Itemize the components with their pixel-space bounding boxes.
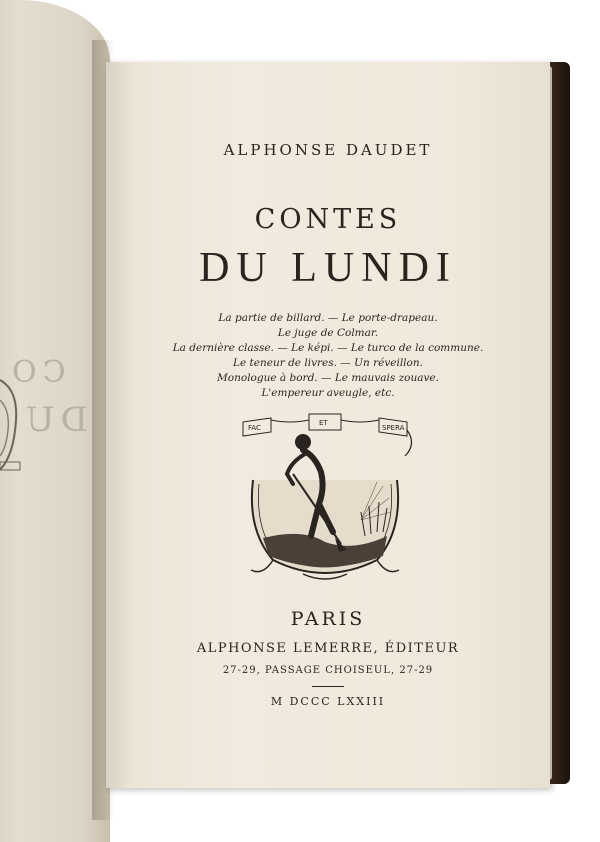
author-name: ALPHONSE DAUDET <box>223 141 433 159</box>
printer-vignette <box>233 410 417 584</box>
motto-left: FAC <box>248 424 261 432</box>
show-through-text-2: DU <box>20 400 88 440</box>
show-through-emblem <box>0 370 30 490</box>
imprint-year: M DCCC LXXIII <box>270 695 386 708</box>
contents-line: L'empereur aveugle, etc. <box>261 387 395 399</box>
contents-line: Le teneur de livres. — Un réveillon. <box>233 357 423 369</box>
title-line-1: CONTES <box>254 204 402 235</box>
contents-list <box>106 311 550 401</box>
divider-rule <box>312 686 344 687</box>
motto-right: SPERA <box>382 424 405 432</box>
title-line-2: DU LUNDI <box>199 245 457 291</box>
contents-line: Monologue à bord. — Le mauvais zouave. <box>217 372 439 384</box>
contents-line: La partie de billard. — Le porte-drapeau. <box>218 312 438 324</box>
imprint-publisher: ALPHONSE LEMERRE, ÉDITEUR <box>196 641 460 656</box>
imprint-address: 27-29, PASSAGE CHOISEUL, 27-29 <box>222 665 434 676</box>
show-through-text: CO <box>6 355 66 390</box>
imprint-city: PARIS <box>290 608 366 630</box>
contents-line: Le juge de Colmar. <box>277 327 379 339</box>
contents-line: La dernière classe. — Le képi. — Le turco de la commune. <box>172 342 484 354</box>
motto-center: ET <box>319 419 328 427</box>
